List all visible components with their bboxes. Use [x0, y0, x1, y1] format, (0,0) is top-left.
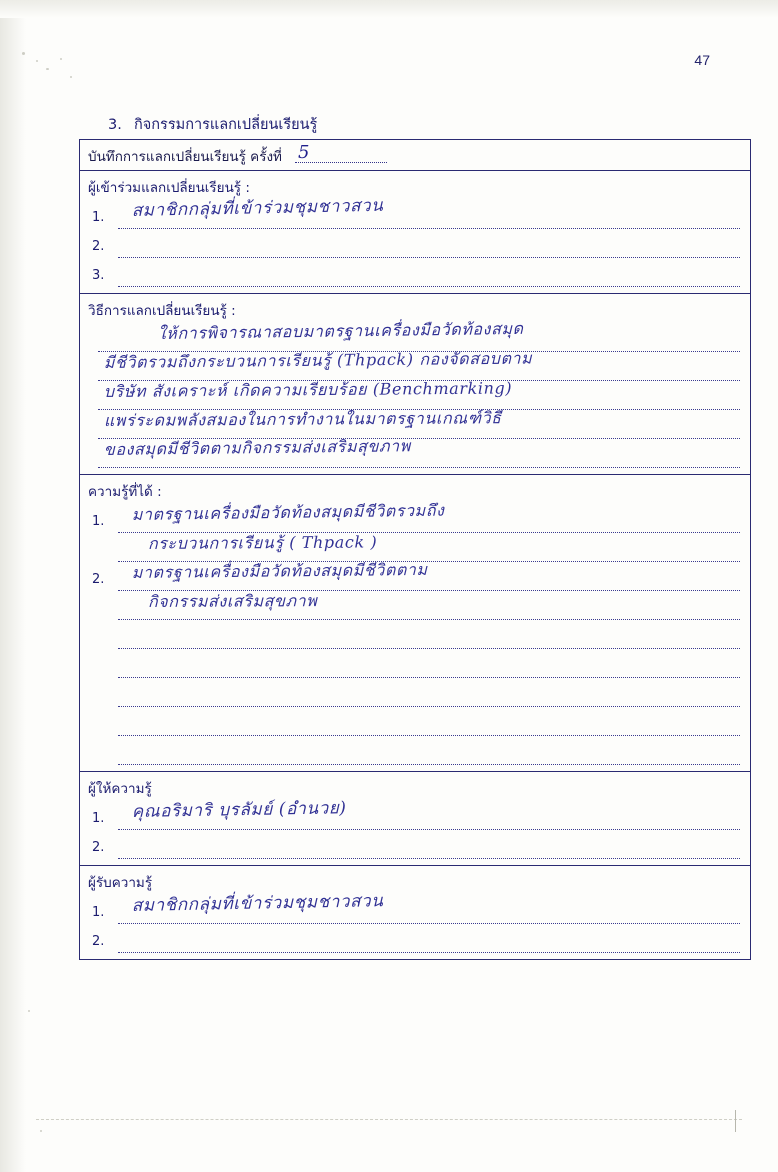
handwriting-text: คุณอริมาริ บุรลัมย์ (อำนวย) [131, 798, 347, 823]
form-line[interactable] [92, 798, 740, 830]
scan-speck [70, 76, 72, 78]
section-knowledge-gained [80, 475, 750, 772]
section-knowledge-gained-lines [80, 500, 750, 771]
form-line[interactable] [98, 410, 740, 439]
form-line[interactable] [118, 678, 740, 707]
handwriting-text: สมาชิกกลุ่มที่เข้าร่วมชุมชาวสวน [131, 891, 384, 917]
form-title: บันทึกการแลกเปลี่ยนเรียนรู้ ครั้งที่ [88, 149, 282, 165]
section-knowledge-giver-lines [80, 798, 750, 865]
form-line[interactable] [92, 258, 740, 287]
form-line[interactable] [92, 195, 740, 229]
scan-speck [28, 1010, 30, 1012]
form-line[interactable] [118, 736, 740, 765]
section-knowledge-giver-label: ผู้ให้ความรู้ [88, 781, 152, 797]
handwriting-text: มาตรฐานเครื่องมือวัดท้องสมุดมีชีวิตรวมถึง [131, 500, 445, 525]
line-marker: 1. [92, 811, 105, 826]
form-title-row [80, 140, 750, 171]
section-methods [80, 294, 750, 475]
section-heading-text: กิจกรรมการแลกเปลี่ยนเรียนรู้ [134, 117, 318, 133]
form-line[interactable] [118, 649, 740, 678]
form-line[interactable] [92, 559, 740, 591]
line-marker: 1. [92, 210, 105, 225]
form-line[interactable] [92, 891, 740, 924]
scan-corner-mark [735, 1110, 736, 1132]
form-line[interactable] [118, 620, 740, 649]
line-marker: 1. [92, 514, 105, 529]
section-participants [80, 171, 750, 294]
line-marker: 2. [92, 934, 105, 949]
form-line[interactable] [92, 924, 740, 953]
form-line[interactable] [118, 591, 740, 620]
section-methods-label: วิธีการแลกเปลี่ยนเรียนรู้ : [88, 303, 236, 319]
handwriting-text: ของสมุดมีชีวิตตามกิจกรรมส่งเสริมสุขภาพ [103, 436, 411, 460]
scan-speck [36, 60, 38, 62]
form-line[interactable] [92, 229, 740, 258]
section-heading-number: 3. [108, 117, 122, 133]
section-knowledge-receiver [80, 866, 750, 959]
section-methods-lines [80, 318, 750, 474]
line-marker: 2. [92, 572, 105, 587]
section-participants-label: ผู้เข้าร่วมแลกเปลี่ยนเรียนรู้ : [88, 180, 250, 196]
handwriting-text: กระบวนการเรียนรู้ ( Thpack ) [147, 532, 378, 554]
handwriting-text: สมาชิกกลุ่มที่เข้าร่วมชุมชาวสวน [131, 195, 384, 222]
section-participants-lines [80, 195, 750, 293]
section-knowledge-receiver-lines [80, 891, 750, 959]
form-line[interactable] [118, 533, 740, 562]
scan-edge-left [0, 0, 26, 1172]
handwriting-text: ให้การพิจารณาสอบมาตรฐานเครื่องมือวัดท้องสมุด [157, 318, 524, 344]
line-marker: 3. [92, 268, 105, 283]
form-line[interactable] [98, 436, 740, 468]
handwriting-text: มีชีวิตรวมถึงกระบวนการเรียนรู้ (Thpack) กองจัดสอบตาม [103, 348, 533, 373]
scan-speck [22, 52, 25, 55]
scan-bottom-rule [36, 1119, 742, 1120]
line-marker: 2. [92, 239, 105, 254]
form-line[interactable] [92, 500, 740, 533]
section-knowledge-receiver-label: ผู้รับความรู้ [88, 875, 153, 891]
section-heading [108, 113, 317, 136]
line-marker: 1. [92, 905, 105, 920]
scan-speck [60, 58, 62, 60]
handwriting-text: กิจกรรมส่งเสริมสุขภาพ [147, 591, 318, 612]
handwriting-text: แพร่ระดมพลังสมองในการทำงานในมาตรฐานเกณฑ์วิธี [103, 408, 502, 431]
line-marker: 2. [92, 840, 105, 855]
form-line[interactable] [118, 707, 740, 736]
handwriting-text: มาตรฐานเครื่องมือวัดท้องสมุดมีชีวิตตาม [131, 559, 428, 583]
page-number: 47 [694, 52, 710, 68]
form-title-value-handwriting: 5 [298, 142, 310, 163]
section-knowledge-gained-label: ความรู้ที่ได้ : [88, 484, 162, 500]
handwriting-text: บริษัท สังเคราะห์ เกิดความเรียบร้อย (Benchmarking) [103, 378, 513, 402]
section-knowledge-giver [80, 772, 750, 866]
scan-speck [40, 1130, 42, 1132]
knowledge-sharing-form [79, 139, 751, 960]
scan-edge-top [0, 0, 778, 18]
scan-speck [46, 68, 49, 70]
form-line[interactable] [92, 830, 740, 859]
form-line[interactable] [98, 378, 740, 410]
